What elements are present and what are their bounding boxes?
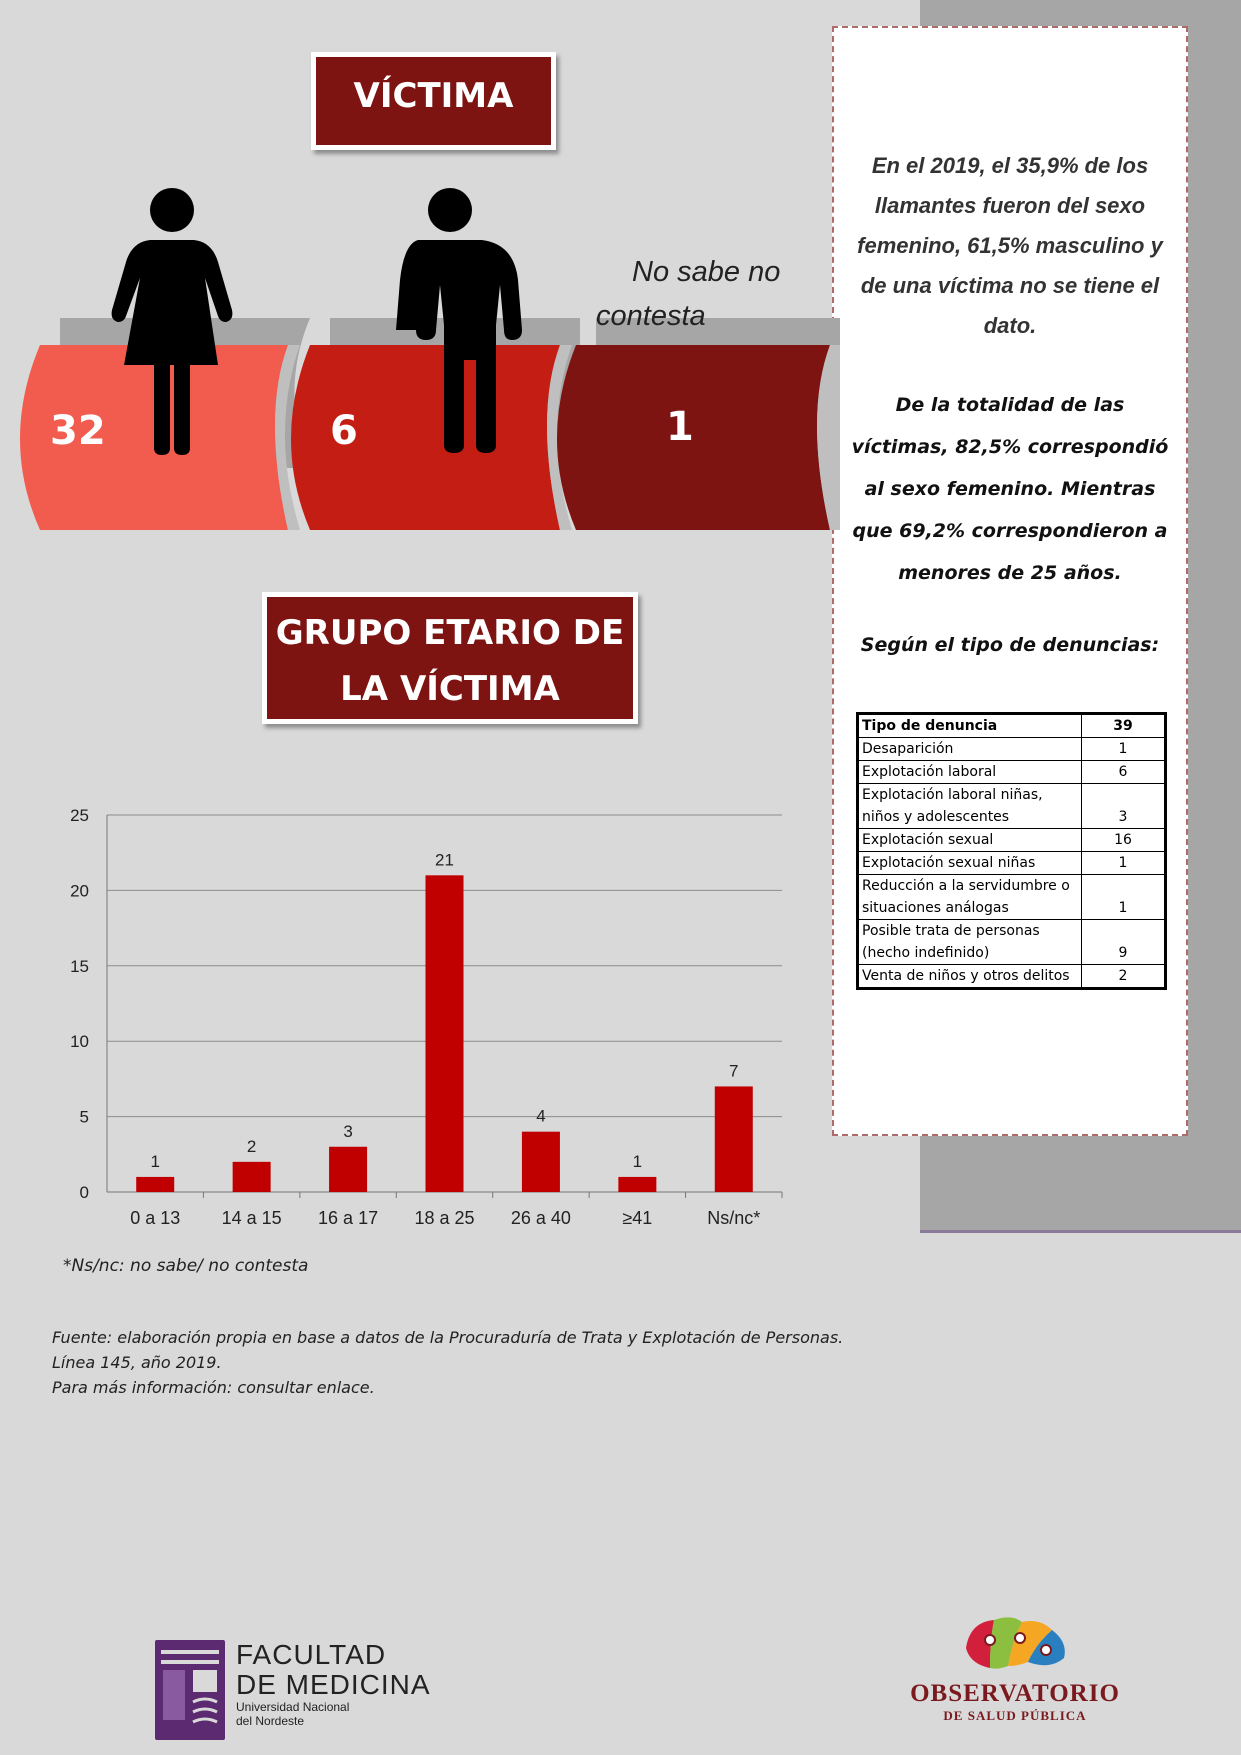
victima-title: VÍCTIMA (311, 52, 556, 150)
age-title-line2: LA VÍCTIMA (340, 669, 560, 709)
age-bar-chart (50, 790, 800, 1240)
table-header-row (859, 715, 1165, 738)
x-tick-label: 26 a 40 (510, 1208, 571, 1228)
x-tick-label: Ns/nc* (707, 1208, 761, 1228)
obs-line1: OBSERVATORIO (910, 1680, 1120, 1707)
y-tick-label: 0 (79, 1183, 89, 1202)
row-value: 2 (1082, 965, 1165, 988)
summary-paragraph-2: De la totalidad de las víctimas, 82,5% correspondió al sexo femenino. Mientras que 69,2% correspondieron a menores de 25 años. (851, 394, 1169, 584)
row-label: Explotación sexual niñas (859, 852, 1082, 875)
age-title-line1: GRUPO ETARIO DE (275, 613, 625, 653)
bar (136, 1177, 174, 1192)
y-tick-label: 20 (70, 881, 89, 901)
nsnc-label-line2: contesta (596, 300, 706, 332)
more-info-note: Para más información: consultar enlace. (52, 1378, 375, 1397)
table-row (859, 738, 1165, 761)
row-value: 6 (1082, 761, 1165, 784)
fm-line4: del Nordeste (236, 1714, 305, 1728)
tube-nsnc (557, 318, 840, 530)
female-count: 32 (50, 408, 106, 454)
fm-line2: DE MEDICINA (236, 1669, 431, 1700)
age-group-title (262, 592, 638, 724)
obs-line2: DE SALUD PÚBLICA (943, 1708, 1087, 1723)
table-row (859, 829, 1165, 852)
summary-paragraph-3: Según el tipo de denuncias: (860, 634, 1160, 656)
row-label: Posible trata de personas (hecho indefinido) (859, 920, 1082, 965)
data-label: 2 (246, 1136, 257, 1156)
source-note: Fuente: elaboración propia en base a datos de la Procuraduría de Trata y Explotación de Personas. Línea 145, año 2019. (52, 1328, 844, 1372)
bar (233, 1162, 271, 1192)
fm-line3: Universidad Nacional (236, 1700, 350, 1714)
bar (426, 875, 464, 1192)
table-header-total: 39 (1082, 715, 1165, 738)
fm-line1: FACULTAD (236, 1639, 387, 1670)
x-tick-label: 0 a 13 (130, 1208, 181, 1228)
data-label: 7 (729, 1061, 739, 1081)
table-row (859, 761, 1165, 784)
observatorio-logo-icon (960, 1610, 1072, 1680)
row-label: Desaparición (859, 738, 1082, 761)
row-label: Reducción a la servidumbre o situaciones análogas (859, 875, 1082, 920)
nsnc-count: 1 (666, 404, 694, 450)
table-row (859, 784, 1165, 829)
x-tick-label: 16 a 17 (318, 1208, 379, 1228)
denuncias-table (856, 712, 1167, 990)
data-label: 21 (435, 850, 454, 870)
y-tick-label: 10 (70, 1032, 89, 1052)
data-label: 4 (536, 1106, 546, 1126)
x-tick-label: 18 a 25 (414, 1208, 475, 1228)
row-value: 3 (1082, 784, 1165, 829)
row-label: Venta de niños y otros delitos (859, 965, 1082, 988)
summary-paragraph-1: En el 2019, el 35,9% de los llamantes fueron del sexo femenino, 61,5% masculino y de una víctima no se tiene el dato. (857, 153, 1163, 338)
y-tick-label: 25 (70, 806, 89, 825)
facultad-medicina-logo-text (236, 1640, 431, 1728)
table-row (859, 875, 1165, 920)
row-value: 1 (1082, 875, 1165, 920)
row-value: 9 (1082, 920, 1165, 965)
row-value: 1 (1082, 738, 1165, 761)
table-row (859, 852, 1165, 875)
row-value: 16 (1082, 829, 1165, 852)
bar (522, 1132, 560, 1192)
observatorio-logo-text (900, 1680, 1130, 1724)
data-label: 1 (150, 1151, 160, 1171)
male-count: 6 (330, 408, 358, 454)
bar (329, 1147, 367, 1192)
x-tick-label: 14 a 15 (221, 1208, 282, 1228)
nsnc-label-line1: No sabe no (632, 256, 781, 288)
y-tick-label: 5 (79, 1107, 89, 1127)
x-tick-label: ≥41 (622, 1208, 653, 1228)
nsnc-label (596, 250, 806, 338)
row-label: Explotación laboral (859, 761, 1082, 784)
table-header-label: Tipo de denuncia (859, 715, 1082, 738)
row-value: 1 (1082, 852, 1165, 875)
chart-footnote: *Ns/nc: no sabe/ no contesta (63, 1256, 309, 1276)
table-row (859, 920, 1165, 965)
bar (715, 1086, 753, 1192)
bar (618, 1177, 656, 1192)
row-label: Explotación sexual (859, 829, 1082, 852)
y-tick-label: 15 (70, 956, 89, 976)
facultad-medicina-logo-icon (155, 1640, 225, 1740)
data-label: 1 (632, 1151, 643, 1171)
row-label: Explotación laboral niñas, niños y adolescentes (859, 784, 1082, 829)
data-label: 3 (343, 1121, 353, 1141)
table-row (859, 965, 1165, 988)
victims-tubes-graphic (0, 150, 840, 550)
